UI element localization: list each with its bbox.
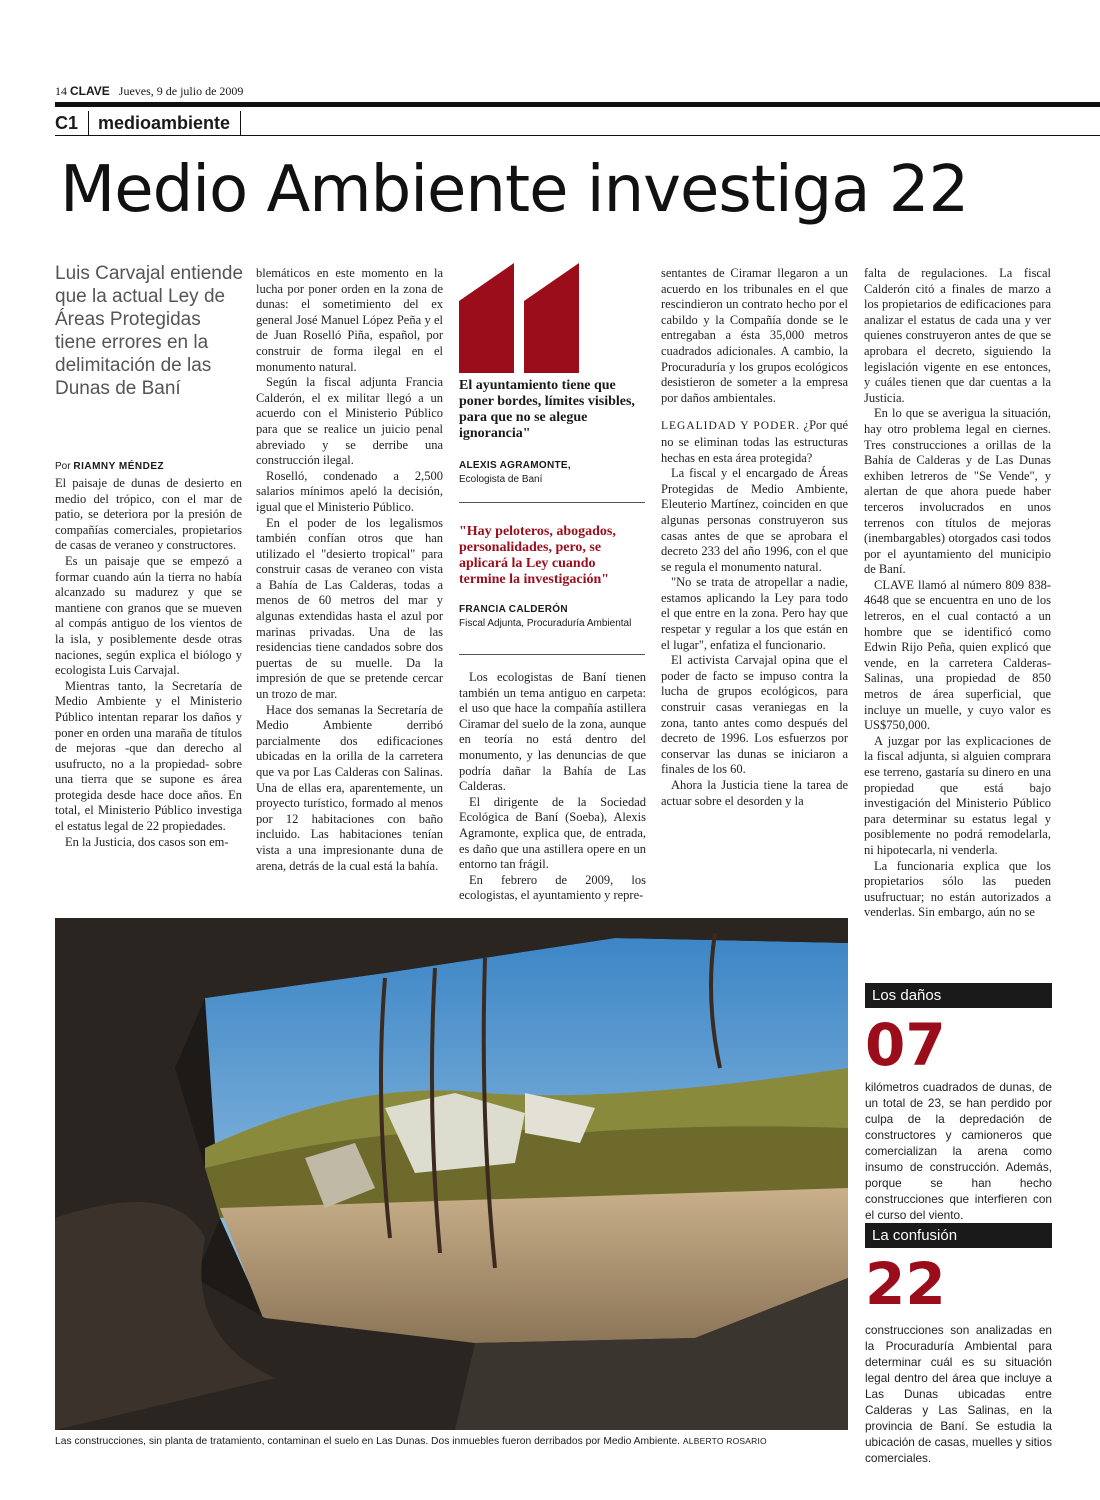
paragraph: El paisaje de dunas de desierto en medio del trópico, con el mar de patio, se deteriora por la presión de compañías comerciales, propietarios de casas de veraneo y constructores.	[55, 476, 242, 553]
factbox-2-number: 22	[865, 1250, 946, 1318]
paragraph: El activista Carvajal opina que el poder de facto se impuso contra la lucha de grupos ecológicos, para construir casas veraniegas en la zona, tanto antes como después del decreto de 1996. Los esfuerzos por conservar las dunas se iniciaron a finales de los 60.	[661, 653, 848, 777]
issue-date: Jueves, 9 de julio de 2009	[118, 84, 244, 98]
paragraph-with-lead	[661, 418, 848, 466]
byline-prefix: Por	[55, 461, 71, 472]
paragraph: falta de regulaciones. La fiscal Calderón citó a finales de marzo a los propietarios de edificaciones para analizar el estatus de cada una y ver quienes construyeron antes de que se aprobara el decreto, siguiendo la legislación vigente en ese entonces, y cuáles tienen que dar cuentas a la Justicia.	[864, 266, 1051, 405]
quote-mark-icon	[459, 263, 579, 373]
article-column-5	[864, 266, 1051, 921]
article-column-4	[661, 266, 848, 809]
pull-quote-1-name: ALEXIS AGRAMONTE,	[459, 460, 571, 471]
deck-subtitle: Luis Carvajal entiende que la actual Ley de Áreas Protegidas tiene errores en la delimitación de las Dunas de Baní	[55, 263, 244, 399]
pull-quote-2: "Hay peloteros, abogados, personalidades, pero, se aplicará la Ley cuando termine la investigación"	[459, 524, 616, 587]
factbox-1-number: 07	[865, 1011, 946, 1079]
paragraph: En lo que se averigua la situación, hay otro problema legal en ciernes. Tres construcciones a orillas de la Bahía de Calderas y de Las Dunas exhiben letreros de "Se Vende", y alertan de que ahora puede haber terceros involucrados en unos terrenos con títulos de mejoras (inembargables) otorgados casi todos por el ayuntamiento del municipio de Baní.	[864, 406, 1051, 577]
paragraph: CLAVE llamó al número 809 838-4648 que se encuentra en uno de los letreros, en el cual contactó a un hombre que se identificó como Edwin Rijo Peña, quien explicó que vende, en la carretera Calderas-Salinas, una propiedad de 850 metros de área superficial, que incluye un muelle, y cuyo valor es US$750,000.	[864, 577, 1051, 733]
paragraph: "No se trata de atropellar a nadie, estamos aplicando la Ley para todo el que entre en la zona. Pero hay que respetar y regular a los que están en el lugar", enfatiza el funcionario.	[661, 575, 848, 652]
page-number: 14	[55, 84, 67, 98]
photo-credit: ALBERTO ROSARIO	[682, 1436, 767, 1446]
paragraph: Hace dos semanas la Secretaría de Medio Ambiente derribó parcialmente dos edificaciones ubicadas en la orilla de la carretera que va por Las Calderas con Salinas. Una de ellas era, aparentemente, un proyecto turístico, formado al menos por 12 habitaciones con baño incluido. Las habitaciones tenían vista a una impresionante duna de arena, detrás de la cual está la bahía.	[256, 702, 443, 873]
section-name: medioambiente	[98, 113, 231, 133]
paragraph: En la Justicia, dos casos son em-	[65, 834, 229, 849]
paragraph: Los ecologistas de Baní tienen también un tema antiguo en carpeta: el uso que hace la compañía astillera Ciramar del suelo de la zona, aunque en teoría no está dentro del monumento, y las denuncias de que podría dañar la Bahía de Las Calderas.	[459, 670, 646, 794]
factbox-2-text: construcciones son analizadas en la Procuraduría Ambiental para determinar cuál es su situación legal dentro del área que incluye a Las Dunas ubicadas entre Calderas y Las Salinas, en la provincia de Baní. Se estudia la ubicación de casas, muelles y sitios comerciales.	[865, 1323, 1052, 1465]
paragraph: sentantes de Ciramar llegaron a un acuerdo en los tribunales en el que rescindieron un contrato hecho por el cabildo y la Compañía donde se le entregaban a ésta 35,000 metros cuadrados adicionales. A cambio, la Procuraduría y los grupos ecológicos desistieron de someter a la empresa por daños ambientales.	[661, 266, 848, 405]
paragraph: blemáticos en este momento en la lucha por poner orden en la zona de dunas: el sometimiento del ex general José Manuel López Peña y el de Juan Roselló Piña, español, por construir de forma ilegal en el monumento natural.	[256, 266, 443, 374]
page-folio	[55, 84, 243, 99]
article-column-3	[459, 670, 646, 904]
paragraph: Roselló, condenado a 2,500 salarios mínimos apeló la decisión, igual que el Ministerio Público.	[256, 468, 443, 514]
pull-quote-1: El ayuntamiento tiene que poner bordes, límites visibles, para que no se alegue ignorancia"	[459, 378, 635, 441]
article-photo	[55, 918, 848, 1430]
paragraph: Ahora la Justicia tiene la tarea de actuar sobre el desorden y la	[661, 778, 848, 808]
section-bar	[55, 111, 1100, 136]
paragraph: Según la fiscal adjunta Francia Calderón, el ex militar llegó a un acuerdo con el Ministerio Público para que se realice un juicio penal abreviado y se derribe una construcción ilegal.	[256, 375, 443, 468]
factbox-1-title: Los daños	[865, 983, 1052, 1008]
paragraph: En febrero de 2009, los ecologistas, el ayuntamiento y repre-	[459, 872, 646, 903]
paragraph: Mientras tanto, la Secretaría de Medio Ambiente y el Ministerio Público intentan reparar los daños y poner en orden una maraña de títulos de mejoras -que dan derecho al usufructo, no a la propiedad- sobre una tierra que se supone es área protegida desde hace doce años. En total, el Ministerio Público investiga el estatus legal de 22 propiedades.	[55, 678, 242, 834]
headline: Medio Ambiente investiga 22	[60, 153, 969, 227]
subhead-lead: LEGALIDAD Y PODER.	[661, 420, 800, 433]
byline-author: RIAMNY MÉNDEZ	[73, 461, 165, 472]
pull-quote-1-role: Ecologista de Baní	[459, 474, 543, 485]
article-column-1	[55, 476, 242, 850]
photo-caption	[55, 1436, 850, 1447]
section-divider-end	[240, 111, 241, 135]
paragraph: A juzgar por las explicaciones de la fiscal adjunta, si alguien comprara ese terreno, gastaría su dinero en una propiedad que está bajo investigación del Ministerio Público para determinar su estatus legal y posiblemente no podrá remodelarla, ni hipotecarla, ni venderla.	[864, 733, 1051, 857]
section-code: C1	[55, 113, 79, 133]
article-column-2	[256, 266, 443, 874]
paragraph: En el poder de los legalismos también confían otros que han utilizado el "desierto tropical" para construir casas de veraneo con vista a Bahía de Las Calderas, todas a menos de 60 metros del mar y algunas extendidas hasta el azul por marinas privadas. Una de las residencias tiene candados sobre dos puertas de su muelle. Da la impresión de que se pretende cercar un trozo de mar.	[256, 515, 443, 702]
quote-rule	[459, 654, 645, 655]
top-rule	[55, 102, 1100, 107]
paragraph: El dirigente de la Sociedad Ecológica de Baní (Soeba), Alexis Agramonte, explica que, de entrada, es daño que una astillera opere en un entorno tan frágil.	[459, 794, 646, 872]
caption-text: Las construcciones, sin planta de tratamiento, contaminan el suelo en Las Dunas. Dos inmuebles fueron derribados por Medio Ambiente.	[55, 1436, 681, 1447]
factbox-1-text: kilómetros cuadrados de dunas, de un total de 23, se han perdido por culpa de la depredación de constructores y camioneros que comercializan la arena como insumo de construcción. Además, porque se han hecho construcciones que interfieren con el curso del viento.	[865, 1080, 1052, 1222]
brand-name: CLAVE	[70, 84, 110, 98]
byline	[55, 461, 164, 472]
pull-quote-2-role: Fiscal Adjunta, Procuraduría Ambiental	[459, 618, 632, 629]
paragraph: Es un paisaje que se empezó a formar cuando aún la tierra no había alcanzado su madurez y que se mantiene con granos que se mueven al compás antiguo de los vientos de la isla, y posiblemente desde otras naciones, según explica el biólogo y ecologista Luis Carvajal.	[55, 553, 242, 678]
pull-quote-2-name: FRANCIA CALDERÓN	[459, 604, 568, 615]
section-divider	[88, 111, 89, 135]
quote-rule	[459, 502, 645, 503]
paragraph: La fiscal y el encargado de Áreas Protegidas de Medio Ambiente, Eleuterio Martínez, coinciden en que algunas personas construyeron sus casas antes de que se aprobara el decreto 233 del año 1996, con el que se regula el monumento natural.	[661, 466, 848, 574]
factbox-2-title: La confusión	[865, 1223, 1052, 1248]
paragraph-text: ¿Por qué no se eliminan todas las estructuras hechas en esta área protegida?	[661, 418, 848, 465]
paragraph: La funcionaria explica que los propietarios sólo las pueden usufructuar; no están autorizados a venderlas. Sin embargo, aún no se	[864, 858, 1051, 920]
